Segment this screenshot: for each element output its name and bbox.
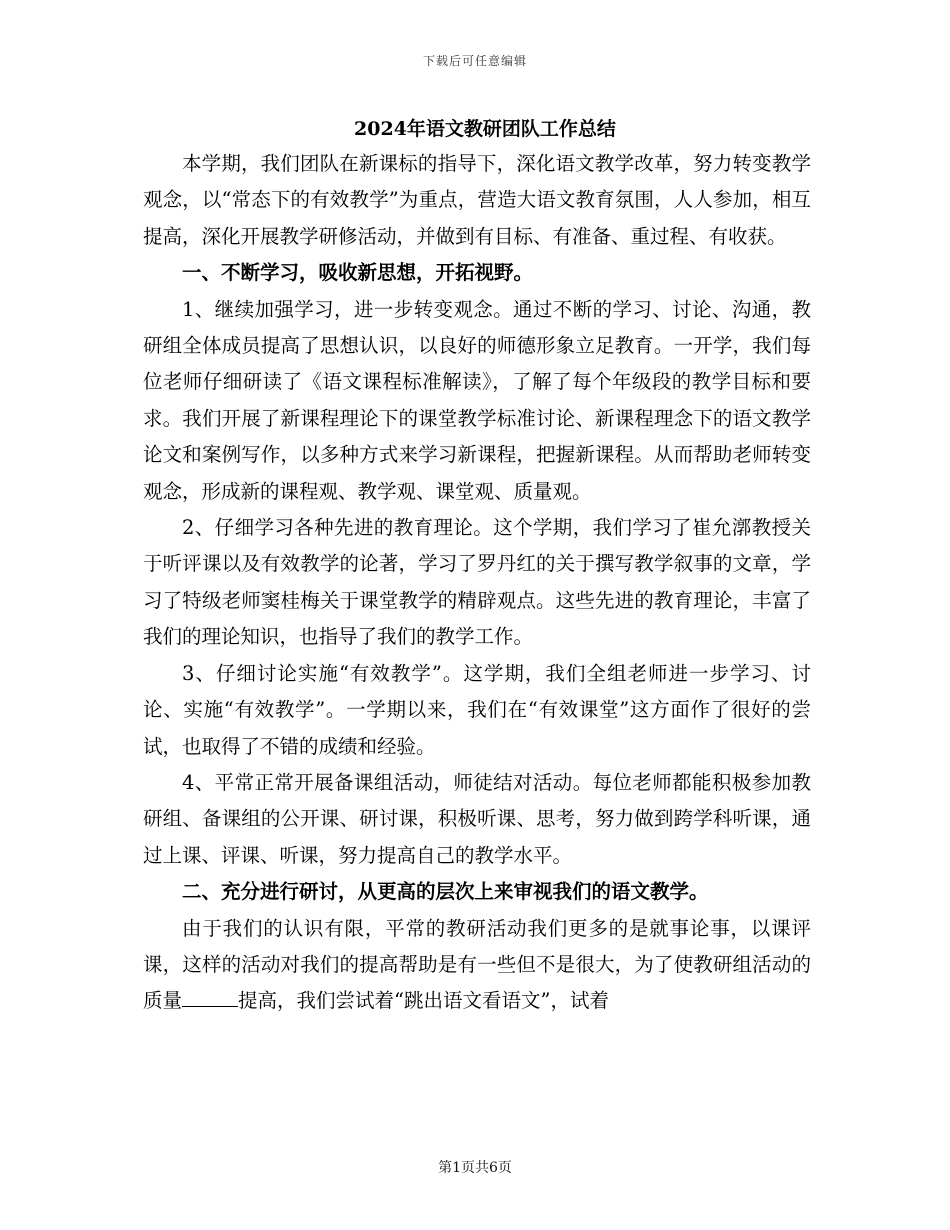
section-1-item-4: 4、平常正常开展备课组活动，师徒结对活动。每位老师都能积极参加教研组、备课组的公开课、研讨课，积极听课、思考，努力做到跨学科听课，通过上课、评课、听课，努力提高自己的教学水平。 bbox=[143, 770, 811, 867]
fill-in-blank-line bbox=[182, 986, 238, 1007]
section-1-heading: 一、不断学习，吸收新思想，开拓视野。 bbox=[182, 261, 534, 285]
section-2-heading: 二、充分进行研讨，从更高的层次上来审视我们的语文教学。 bbox=[182, 880, 709, 904]
page-footer-number: 第1页共6页 bbox=[438, 1160, 512, 1176]
document-body bbox=[143, 146, 811, 1020]
section-2-text-after-blank: 提高，我们尝试着“跳出语文看语文”，试着 bbox=[238, 989, 609, 1013]
section-2-paragraph bbox=[143, 911, 811, 1020]
section-2-text-before-blank: 由于我们的认识有限，平常的教研活动我们更多的是就事论事，以课评课，这样的活动对我们的提高帮助是有一些但不是很大，为了使教研组活动的质量 bbox=[143, 916, 811, 1013]
section-1-item-1: 1、继续加强学习，进一步转变观念。通过不断的学习、讨论、沟通，教研组全体成员提高了思想认识，以良好的师德形象立足教育。一开学，我们每位老师仔细研读了《语文课程标准解读》，了解了每个年级段的教学目标和要求。我们开展了新课程理论下的课堂教学标准讨论、新课程理念下的语文教学论文和案例写作，以多种方式来学习新课程，把握新课程。从而帮助老师转变观念，形成新的课程观、教学观、课堂观、质量观。 bbox=[143, 297, 811, 503]
section-1-item-2: 2、仔细学习各种先进的教育理论。这个学期，我们学习了崔允漷教授关于听评课以及有效教学的论著，学习了罗丹红的关于撰写教学叙事的文章，学习了特级老师窦桂梅关于课堂教学的精辟观点。这些先进的教育理论，丰富了我们的理论知识，也指导了我们的教学工作。 bbox=[143, 516, 811, 649]
document-title: 2024年语文教研团队工作总结 bbox=[354, 118, 616, 140]
intro-paragraph: 本学期，我们团队在新课标的指导下，深化语文教学改革，努力转变教学观念，以“常态下的有效教学”为重点，营造大语文教育氛围，人人参加，相互提高，深化开展教学研修活动，并做到有目标、有准备、重过程、有收获。 bbox=[143, 152, 811, 248]
section-1-item-3: 3、仔细讨论实施“有效教学”。这学期，我们全组老师进一步学习、讨论、实施“有效教学”。一学期以来，我们在“有效课堂”这方面作了很好的尝试，也取得了不错的成绩和经验。 bbox=[143, 661, 811, 758]
page-header-note: 下载后可任意编辑 bbox=[422, 54, 527, 68]
